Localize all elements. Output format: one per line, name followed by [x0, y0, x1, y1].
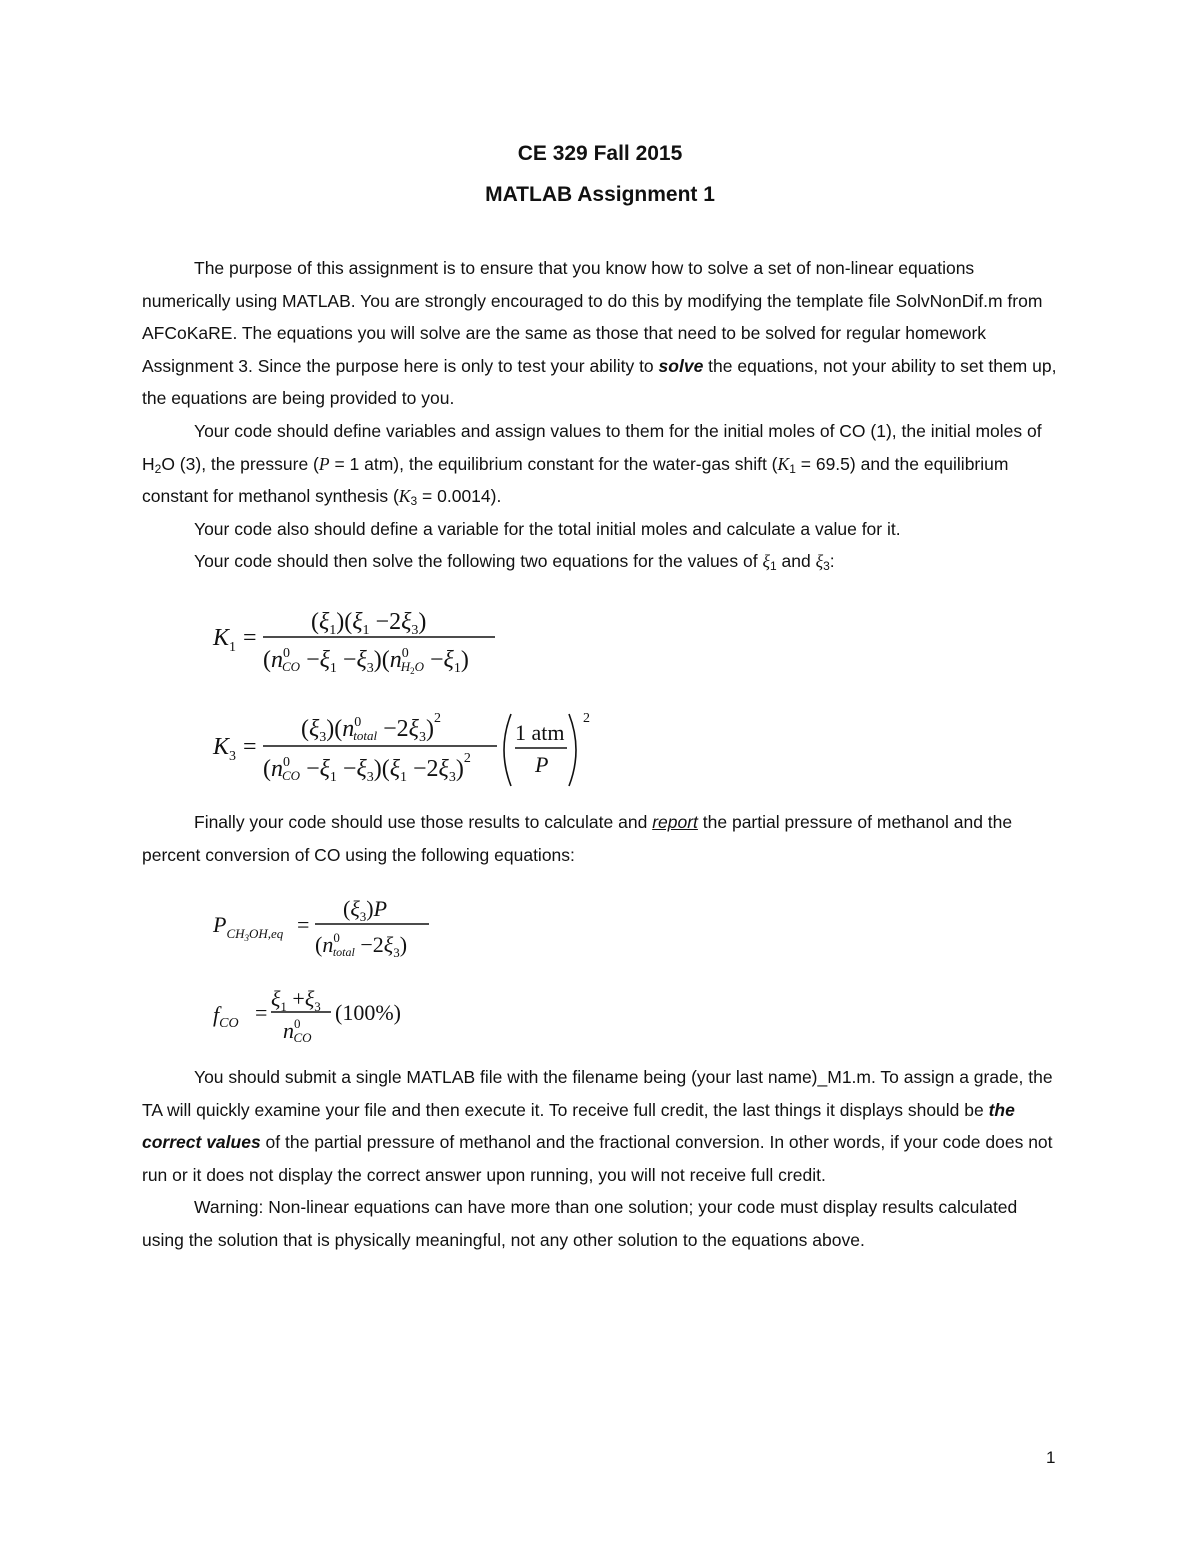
- emphasis-solve: solve: [658, 355, 704, 376]
- svg-text:2: 2: [583, 711, 590, 726]
- closing-section: [142, 1061, 1062, 1257]
- equation-p-methanol: [205, 888, 445, 968]
- f-numerator: $\xi_1 +\xi_3$: [271, 986, 321, 1014]
- k3-right-paren: [569, 714, 576, 786]
- svg-text:=: =: [243, 734, 257, 760]
- k1-denominator: ($n^0$ CO $-\xi_1 -\xi_3)(n^0$ $H2O -\xi_1$): [263, 646, 469, 676]
- svg-text:1: 1: [229, 640, 236, 655]
- svg-text:=: =: [297, 912, 310, 937]
- p-denominator: ($n^0$ total $-2\xi_3$): [315, 930, 408, 960]
- svg-text:(100%): (100%): [335, 1000, 401, 1025]
- svg-text:=: =: [255, 1000, 268, 1025]
- equation-k1: [205, 595, 515, 685]
- svg-text:=: =: [243, 625, 257, 651]
- k1-symbol: K: [213, 625, 230, 651]
- svg-text:P: P: [535, 752, 549, 777]
- paragraph-finally: Finally your code should use those results to calculate and report the partial pressure of methanol and the percent conversion of CO using the following equations:: [142, 812, 1013, 865]
- k1-numerator: $(\xi_1)(\xi_1 -2\xi_3)$: [311, 609, 427, 638]
- paragraph-submission: You should submit a single MATLAB file with the filename being (your last name)_M1.m. To assign a grade, the TA will quickly examine your file and then execute it. To receive full credit, the last things it displays should be the correct values of the partial pressure of methanol and the fractional conversion. In other words, if your code does not run or it does not display the correct answer upon running, you will not receive full credit.: [142, 1067, 1053, 1185]
- svg-text:3: 3: [229, 749, 236, 764]
- k3-symbol: K: [213, 734, 230, 760]
- paragraph-total-moles: Your code also should define a variable for the total initial moles and calculate a value for it.: [194, 518, 901, 539]
- svg-text:1 atm: 1 atm: [515, 720, 565, 745]
- p-symbol: $P_{CH}3OH,eq$: [213, 912, 284, 943]
- assignment-title: MATLAB Assignment 1: [485, 183, 715, 206]
- page-number: 1: [1046, 1448, 1056, 1467]
- emphasis-correct-values: the correct values: [142, 1099, 1015, 1153]
- middle-section: [142, 806, 1062, 871]
- k3-numerator: $(\xi_3)(n^0$ total $-2\xi_3)^2$: [301, 711, 441, 745]
- f-symbol: $f_{CO}$: [213, 1002, 239, 1031]
- equation-f-co: [205, 978, 425, 1050]
- f-denominator: $n^0$ CO: [283, 1016, 312, 1045]
- emphasis-report: report: [652, 812, 698, 832]
- k3-denominator: ($n^0$ CO $-\xi_1 -\xi_3)(\xi_1 -2\xi_3)^2$: [263, 751, 471, 785]
- paragraph-solve-equations: Your code should then solve the following two equations for the values of $\xi_1$ and $\xi_3$:: [194, 551, 835, 574]
- p-numerator: $(\xi_3)P$: [343, 896, 388, 924]
- intro-section: [142, 252, 1062, 578]
- equation-k3: [205, 700, 605, 795]
- course-title: CE 329 Fall 2015: [517, 142, 683, 165]
- paragraph-variables: Your code should define variables and assign values to them for the initial moles of CO (1), the initial moles of $H_2O$ (3), the pressure (P = 1 atm), the equilibrium constant for the water-gas shift $(K_1 = 69.5)$ and the equilibrium constant for methanol synthesis $(K_3 = 0.0014)$.: [142, 420, 1042, 509]
- paragraph-warning: Warning: Non-linear equations can have more than one solution; your code must display results calculated using the solution that is physically meaningful, not any other solution to the equations above.: [142, 1197, 1018, 1250]
- k3-left-paren: [504, 714, 511, 786]
- paragraph-purpose: The purpose of this assignment is to ensure that you know how to solve a set of non-linear equations numerically using MATLAB. You are strongly encouraged to do this by modifying the template file SolvNonDif.m from AFCoKaRE. The equations you will solve are the same as those that need to be solved for regular homework Assignment 3. Since the purpose here is only to test your ability to solve the equations, not your ability to set them up, the equations are being provided to you.: [142, 258, 1057, 409]
